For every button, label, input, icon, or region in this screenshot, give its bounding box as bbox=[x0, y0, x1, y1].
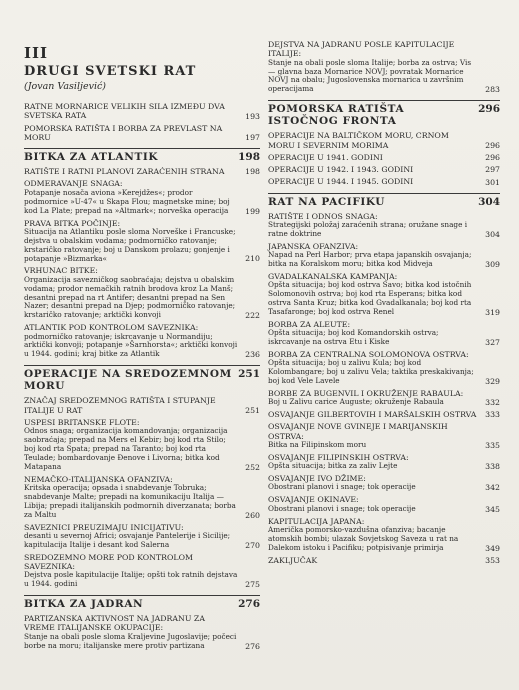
part-number: III bbox=[24, 44, 49, 62]
entry-page-number: 296 bbox=[485, 153, 500, 163]
toc-section-heading bbox=[24, 365, 260, 392]
entry-title: OPERACIJE U 1941. GODINI bbox=[268, 152, 383, 162]
entry-page-number: 270 bbox=[245, 540, 260, 550]
section-page-number: 251 bbox=[238, 368, 260, 381]
right-toc-list bbox=[268, 40, 500, 565]
entry-title: OPERACIJE U 1944. I 1945. GODINI bbox=[268, 177, 414, 187]
entry-page-number: 335 bbox=[485, 440, 500, 450]
toc-entry bbox=[268, 153, 500, 162]
entry-page-number: 197 bbox=[245, 133, 260, 143]
toc-entry bbox=[24, 179, 260, 215]
entry-title: USPESI BRITANSKE FLOTE: bbox=[24, 417, 140, 427]
entry-title: SREDOZEMNO MORE POD KONTROLOM SAVEZNIKA: bbox=[24, 552, 193, 572]
section-title: POMORSKA RATIŠTA ISTOČNOG FRONTA bbox=[268, 103, 405, 128]
entry-page-number: 276 bbox=[245, 641, 260, 651]
entry-description: Opšta situacija; bitka za zaliv Lejte bbox=[268, 461, 398, 471]
entry-page-number: 275 bbox=[245, 580, 260, 590]
entry-description: Opšta situacija; boj kod Komandorskih ostrva; iskrcavanje na ostrva Etu i Kiske bbox=[268, 328, 439, 347]
entry-page-number: 333 bbox=[485, 410, 500, 420]
entry-title: OSVAJANJE GILBERTOVIH I MARŠALSKIH OSTRVA bbox=[268, 410, 477, 420]
entry-description: Opšta situacija; boj u zalivu Kula; boj kod Kolombangare; boj u zalivu Vela; taktika preskakivanja; boj kod Vele Lavele bbox=[268, 358, 474, 386]
toc-entry bbox=[24, 523, 260, 550]
section-title: RAT NA PACIFIKU bbox=[268, 195, 385, 208]
entry-page-number: 198 bbox=[245, 167, 260, 177]
entry-page-number: 296 bbox=[485, 140, 500, 150]
right-top-spacer bbox=[268, 0, 500, 40]
left-column bbox=[24, 0, 260, 690]
section-page-number: 296 bbox=[478, 103, 500, 116]
entry-page-number: 251 bbox=[245, 405, 260, 415]
section-title: OPERACIJE NA SREDOZEMNOM MORU bbox=[24, 368, 232, 393]
entry-description: desanti u severnoj Africi; osvajanje Pantelerije i Sicilije; kapitulacija Italije i desant kod Salerna bbox=[24, 530, 231, 549]
toc-entry bbox=[268, 242, 500, 269]
entry-title: RATNE MORNARICE VELIKIH SILA IZMEĐU DVA SVETSKA RATA bbox=[24, 102, 225, 121]
entry-page-number: 199 bbox=[245, 206, 260, 216]
entry-description: Situacija na Atlantiku posle sloma Norveške i Francuske; dejstva u obalskim vodama; podmorničko ratovanje; krstaričko ratovanje; boj u Danskom prolazu; gonjenje i potapanje »Bizmarka« bbox=[24, 226, 236, 263]
section-title: BITKA ZA ATLANTIK bbox=[24, 151, 159, 164]
entry-description: Odnos snaga; organizacija komandovanja; organizacija saobraćaja; prepad na Mers el Kebir; boj kod rta Stilo; boj kod rta Spata; prepad na Taranto; boj kod rta Teulade; bombardovanje Đenove i Livorna; bitka kod Matapana bbox=[24, 426, 228, 471]
toc-entry bbox=[268, 495, 500, 513]
toc-entry bbox=[268, 177, 500, 186]
toc-entry bbox=[268, 517, 500, 553]
toc-entry bbox=[268, 389, 500, 407]
section-title: BITKA ZA JADRAN bbox=[24, 598, 144, 611]
entry-title: OSVAJANJE NOVE GVINEJE I MARIJANSKIH OSTRVA: bbox=[268, 422, 448, 441]
entry-page-number: 327 bbox=[485, 337, 500, 347]
entry-title: BORBA ZA ALEUTE: bbox=[268, 319, 351, 329]
toc-entry bbox=[268, 410, 500, 419]
entry-title: ZNAČAJ SREDOZEMNOG RATIŠTA I STUPANJE ITALIJE U RAT bbox=[24, 396, 216, 415]
toc-section-heading bbox=[24, 595, 260, 610]
part-title: DRUGI SVETSKI RAT bbox=[24, 64, 197, 79]
entry-title: VRHUNAC BITKE: bbox=[24, 266, 98, 276]
entry-title: BORBA ZA CENTRALNA SOLOMONOVA OSTRVA: bbox=[268, 349, 469, 359]
toc-entry bbox=[268, 556, 500, 565]
entry-page-number: 297 bbox=[485, 165, 500, 175]
entry-page-number: 252 bbox=[245, 462, 260, 472]
toc-entry bbox=[24, 124, 260, 143]
entry-title: OSVAJANJE OKINAVE: bbox=[268, 495, 359, 505]
entry-description: Obostrani planovi i snage; tok operacije bbox=[268, 503, 416, 513]
entry-title: PARTIZANSKA AKTIVNOST NA JADRANU ZA VREME ITALIJANSKE OKUPACIJE: bbox=[24, 614, 205, 633]
entry-title: OSVAJANJE FILIPINSKIH OSTRVA: bbox=[268, 452, 409, 462]
entry-title: RATIŠTE I RATNI PLANOVI ZARAĆENIH STRANA bbox=[24, 167, 225, 177]
entry-title: OSVAJANJE IVO DŽIME: bbox=[268, 474, 366, 484]
entry-page-number: 338 bbox=[485, 462, 500, 472]
entry-page-number: 345 bbox=[485, 504, 500, 514]
toc-entry bbox=[24, 167, 260, 176]
toc-entry bbox=[268, 272, 500, 317]
entry-description: Boj u Zalivu carice Auguste; okruženje Rabaula bbox=[268, 397, 444, 407]
section-page-number: 276 bbox=[238, 598, 260, 611]
entry-title: DEJSTVA NA JADRANU POSLE KAPITULACIJE ITALIJE: bbox=[268, 40, 455, 59]
entry-description: Stanje na obali posle sloma Kraljevine Jugoslavije; počeci borbe na moru; italijanske mere protiv partizana bbox=[24, 631, 237, 650]
toc-entry bbox=[268, 453, 500, 471]
entry-description: Američka pomorsko-vazdušna ofanziva; bacanje atomskih bombi; ulazak Sovjetskog Saveza u rat na Dalekom istoku i Pacifiku; potpisivanje primirja bbox=[268, 524, 459, 552]
entry-page-number: 301 bbox=[485, 177, 500, 187]
entry-title: GVADALKANALSKA KAMPANJA: bbox=[268, 271, 398, 281]
entry-title: ATLANTIK POD KONTROLOM SAVEZNIKA: bbox=[24, 323, 199, 333]
entry-page-number: 222 bbox=[245, 311, 260, 321]
toc-section-heading bbox=[24, 148, 260, 163]
toc-entry bbox=[24, 266, 260, 320]
entry-description: Obostrani planovi i snage; tok operacije bbox=[268, 482, 416, 492]
entry-description: Stanje na obali posle sloma Italije; borba za ostrva; Vis — glavna baza Mornarice NOVJ; povratak Mornarice NOVJ na obalu; Jugoslovenska mornarica u završnim operacijama bbox=[268, 57, 472, 94]
toc-entry bbox=[268, 320, 500, 347]
toc-entry bbox=[268, 165, 500, 174]
toc-entry bbox=[24, 396, 260, 415]
toc-section-heading bbox=[268, 193, 500, 208]
entry-page-number: 210 bbox=[245, 254, 260, 264]
entry-title: OPERACIJE U 1942. I 1943. GODINI bbox=[268, 165, 414, 175]
toc-entry bbox=[24, 102, 260, 121]
entry-page-number: 353 bbox=[485, 555, 500, 565]
section-page-number: 198 bbox=[238, 151, 260, 164]
entry-page-number: 260 bbox=[245, 510, 260, 520]
entry-page-number: 349 bbox=[485, 543, 500, 553]
toc-entry bbox=[268, 422, 500, 450]
entry-page-number: 329 bbox=[485, 376, 500, 386]
entry-description: Bitka na Filipinskom moru bbox=[268, 440, 367, 450]
toc-entry bbox=[268, 350, 500, 386]
entry-title: OPERACIJE NA BALTIČKOM MORU, CRNOM MORU I SEVERNIM MORIMA bbox=[268, 131, 449, 150]
toc-entry bbox=[24, 475, 260, 520]
entry-description: Potapanje nosača aviona »Kerejdžes«; prodor podmornice »U-47« u Skapa Flou; magnetske mine; boj kod La Plate; prepad na »Altmark«; norveška operacija bbox=[24, 187, 230, 215]
entry-title: KAPITULACIJA JAPANA: bbox=[268, 516, 365, 526]
entry-page-number: 332 bbox=[485, 398, 500, 408]
toc-entry bbox=[24, 323, 260, 359]
entry-description: Kritska operacija; opsada i snabdevanje Tobruka; snabdevanje Malte; prepadi na komunikaciju Italija — Libija; prepadi italijanskih podmornih diverzanata; borba za Maltu bbox=[24, 482, 236, 519]
toc-entry bbox=[268, 474, 500, 492]
toc-section-heading bbox=[268, 100, 500, 127]
entry-title: JAPANSKA OFANZIVA: bbox=[268, 241, 359, 251]
entry-description: Strategijski položaj zaraćenih strana; oružane snage i ratne doktrine bbox=[268, 220, 468, 238]
toc-entry bbox=[24, 219, 260, 264]
toc-entry bbox=[268, 131, 500, 150]
entry-page-number: 193 bbox=[245, 111, 260, 121]
entry-page-number: 319 bbox=[485, 307, 500, 317]
part-author: (Jovan Vasiljević) bbox=[24, 81, 107, 92]
right-column bbox=[268, 0, 500, 690]
entry-description: Dejstva posle kapitulacije Italije; opšti tok ratnih dejstava u 1944. godini bbox=[24, 570, 238, 589]
section-page-number: 304 bbox=[478, 195, 500, 208]
left-toc-list bbox=[24, 102, 260, 651]
toc-entry bbox=[268, 212, 500, 239]
entry-description: Opšta situacija; boj kod ostrva Savo; bitka kod istočnih Solomonovih ostrva; boj kod rta Esperans; bitka kod ostrva Santa Kruz; bitka kod Gvadalkanala; boj kod rta Tasafaronge; boj kod ostrva Renel bbox=[268, 280, 472, 316]
entry-title: ODMERAVANJE SNAGA: bbox=[24, 179, 123, 189]
entry-description: Napad na Perl Harbor; prva etapa japanskih osvajanja; bitka na Koralskom moru; bitka kod Midveja bbox=[268, 250, 472, 269]
toc-entry bbox=[24, 553, 260, 589]
entry-page-number: 309 bbox=[485, 259, 500, 269]
entry-title: ZAKLJUČAK bbox=[268, 555, 318, 565]
toc-entry bbox=[24, 418, 260, 472]
entry-page-number: 236 bbox=[245, 350, 260, 360]
toc-entry bbox=[268, 40, 500, 94]
toc-entry bbox=[24, 614, 260, 650]
entry-title: POMORSKA RATIŠTA I BORBA ZA PREVLAST NA MORU bbox=[24, 123, 223, 142]
entry-title: RATIŠTE I ODNOS SNAGA: bbox=[268, 211, 378, 221]
entry-description: Organizacija savezničkog saobraćaja; dejstva u obalskim vodama; prodor nemačkih ratnih brodova kroz La Manš; desantni prepad na rt Antifer; desantni prepad na Sen Nazer; desantni prepad na Djep; podmorničko ratovanje; krstaričko ratovanje; arktički konvoji bbox=[24, 274, 236, 320]
entry-title: SAVEZNICI PREUZIMAJU INICIJATIVU: bbox=[24, 522, 184, 532]
entry-page-number: 283 bbox=[485, 85, 500, 95]
entry-title: NEMAČKO-ITALIJANSKA OFANZIVA: bbox=[24, 474, 173, 484]
entry-page-number: 304 bbox=[485, 229, 500, 239]
entry-description: podmorničko ratovanje; iskrcavanje u Normandiju; arktički konvoji; potapanje »Šarnhorsta«; arktički konvoji u 1944. godini; kraj bitke za Atlantik bbox=[24, 331, 238, 359]
entry-title: BORBE ZA BUGENVIL I OKRUŽENJE RABAULA: bbox=[268, 388, 464, 398]
entry-page-number: 342 bbox=[485, 483, 500, 493]
entry-title: PRAVA BITKA POČINJE: bbox=[24, 218, 121, 228]
